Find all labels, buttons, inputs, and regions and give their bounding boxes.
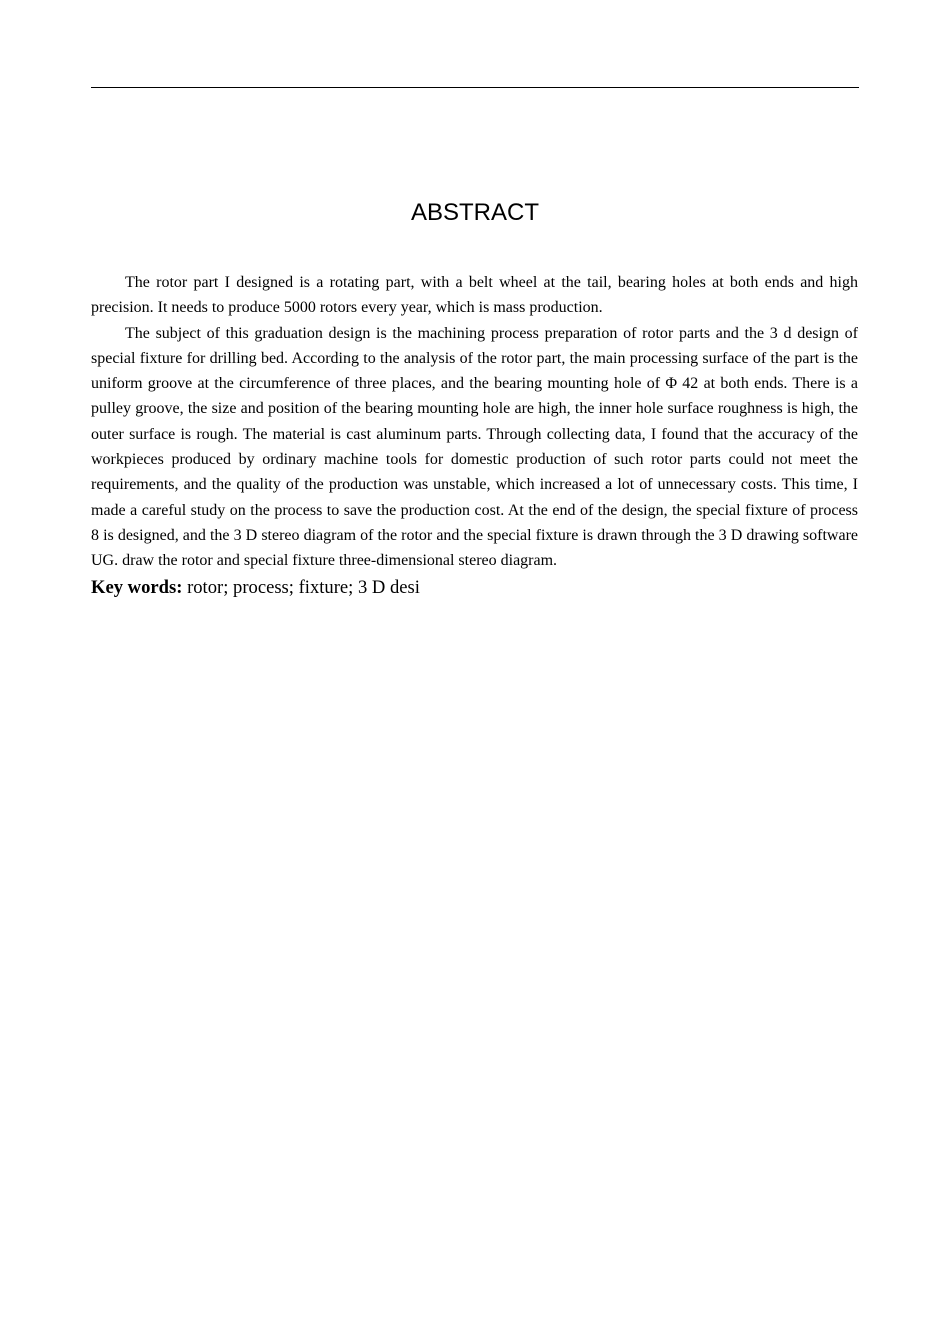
abstract-paragraph-1: The rotor part I designed is a rotating part, with a belt wheel at the tail, bearing holes at both ends and high precision. It needs to produce 5000 rotors every year, which is mass production.: [91, 274, 858, 317]
keywords-line: [91, 574, 858, 602]
keywords-label: Key words:: [91, 576, 183, 598]
header-rule: [91, 87, 859, 88]
abstract-body: [91, 270, 858, 602]
abstract-paragraph-2: The subject of this graduation design is the machining process preparation of rotor parts and the 3 d design of special fixture for drilling bed. According to the analysis of the rotor part, the main processing surface of the part is the uniform groove at the circumference of three places, and the bearing mounting hole of Φ 42 at both ends. There is a pulley groove, the size and position of the bearing mounting hole are high, the inner hole surface roughness is high, the outer surface is rough. The material is cast aluminum parts. Through collecting data, I found that the accuracy of the workpieces produced by ordinary machine tools for domestic production of such rotor parts could not meet the requirements, and the quality of the production was unstable, which increased a lot of unnecessary costs. This time, I made a careful study on the process to save the production cost. At the end of the design, the special fixture of process 8 is designed, and the 3 D stereo diagram of the rotor and the special fixture is drawn through the 3 D drawing software UG. draw the rotor and special fixture three-dimensional stereo diagram.: [91, 324, 858, 570]
abstract-title: ABSTRACT: [410, 199, 539, 226]
keywords-text: rotor; process; fixture; 3 D desi: [182, 576, 420, 598]
